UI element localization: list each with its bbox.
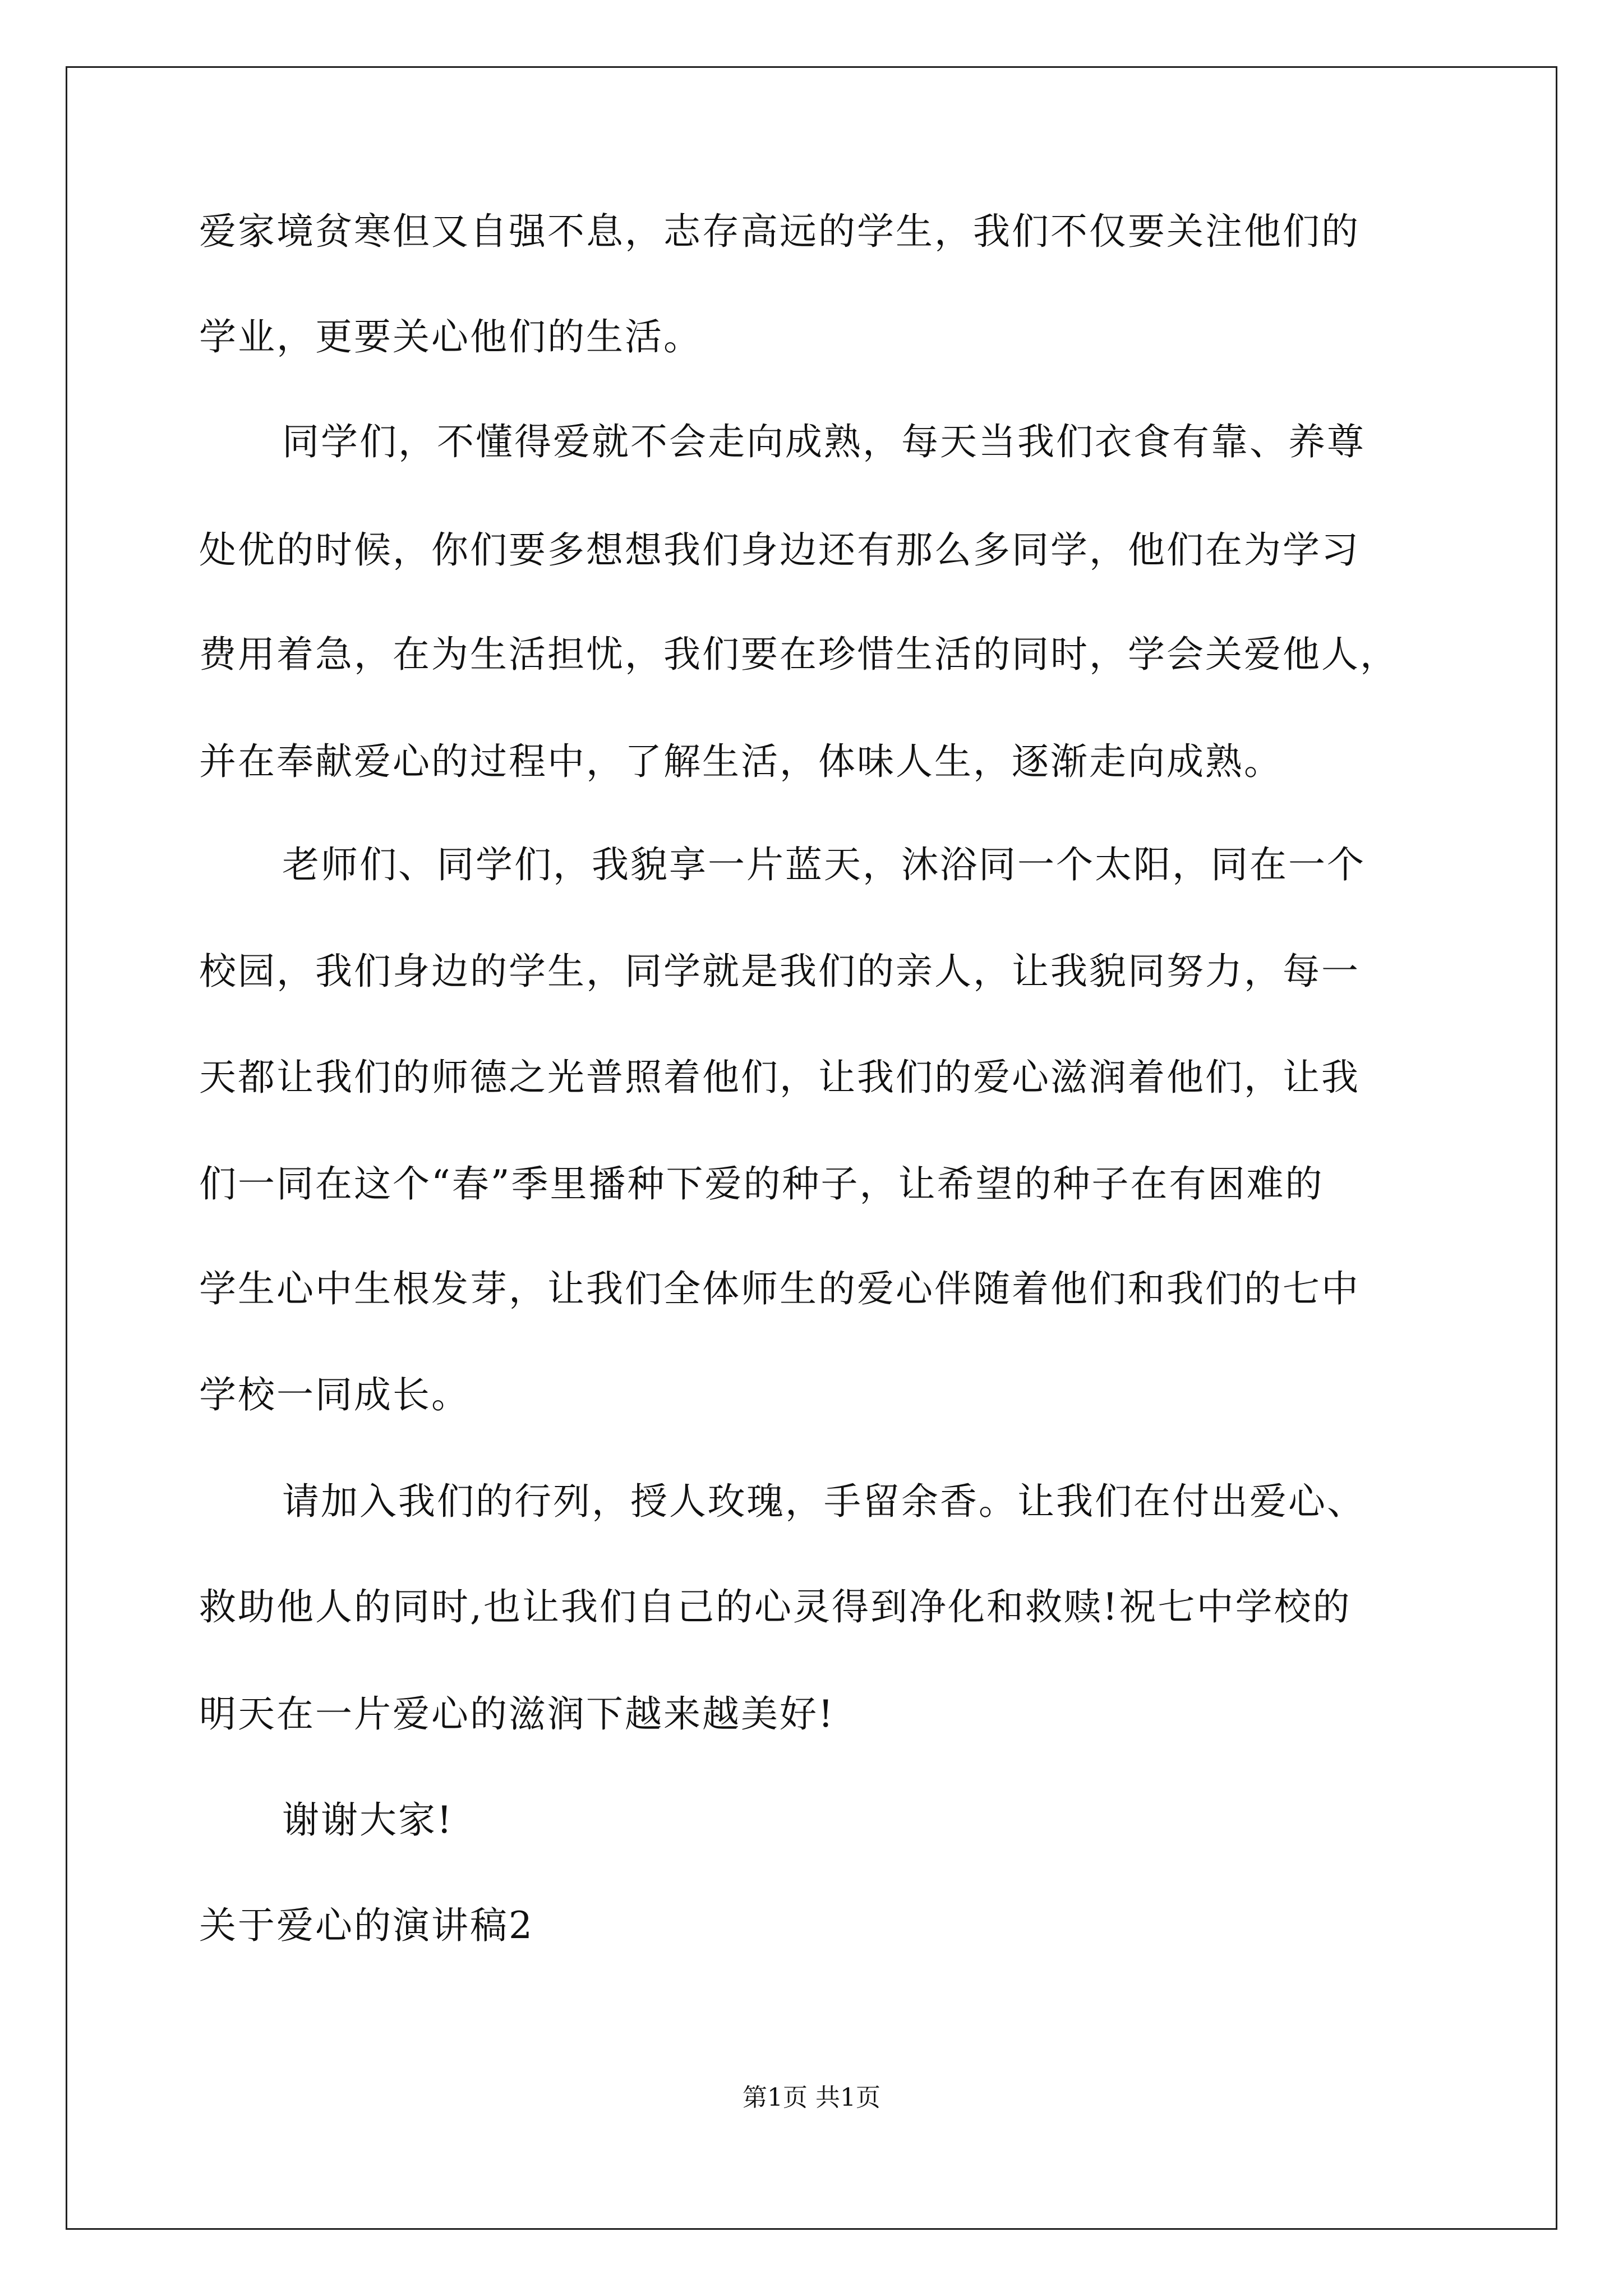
body-line: 处优的时候，你们要多想想我们身边还有那么多同学，他们在为学习 bbox=[199, 528, 1360, 572]
body-line: 费用着急，在为生活担忧，我们要在珍惜生活的同时，学会关爱他人， bbox=[199, 633, 1399, 676]
body-line: 并在奉献爱心的过程中，了解生活，体味人生，逐渐走向成熟。 bbox=[199, 740, 1283, 783]
paragraph-start-line: 同学们，不懂得爱就不会走向成熟，每天当我们衣食有靠、养尊 bbox=[282, 420, 1366, 463]
body-line: 救助他人的同时,也让我们自己的心灵得到净化和救赎!祝七中学校的 bbox=[199, 1585, 1352, 1628]
body-line: 学生心中生根发芽，让我们全体师生的爱心伴随着他们和我们的七中 bbox=[199, 1267, 1360, 1310]
section-heading: 关于爱心的演讲稿2 bbox=[199, 1904, 534, 1947]
closing-line: 谢谢大家! bbox=[282, 1798, 454, 1842]
body-line: 学校一同成长。 bbox=[199, 1373, 470, 1416]
body-line: 明天在一片爱心的滋润下越来越美好! bbox=[199, 1692, 835, 1736]
paragraph-start-line: 老师们、同学们，我貌享一片蓝天，沐浴同一个太阳，同在一个 bbox=[282, 843, 1366, 886]
page-footer: 第1页 共1页 bbox=[743, 2083, 880, 2112]
body-line: 天都让我们的师德之光普照着他们，让我们的爱心滋润着他们，让我 bbox=[199, 1056, 1360, 1099]
body-line: 学业，更要关心他们的生活。 bbox=[199, 315, 702, 358]
body-line: 校园，我们身边的学生，同学就是我们的亲人，让我貌同努力，每一 bbox=[199, 950, 1360, 993]
paragraph-start-line: 请加入我们的行列，授人玫瑰，手留余香。让我们在付出爱心、 bbox=[282, 1480, 1366, 1523]
body-line: 们一同在这个“春”季里播种下爱的种子，让希望的种子在有困难的 bbox=[199, 1162, 1324, 1205]
body-line: 爱家境贫寒但又自强不息，志存高远的学生，我们不仅要关注他们的 bbox=[199, 210, 1360, 253]
